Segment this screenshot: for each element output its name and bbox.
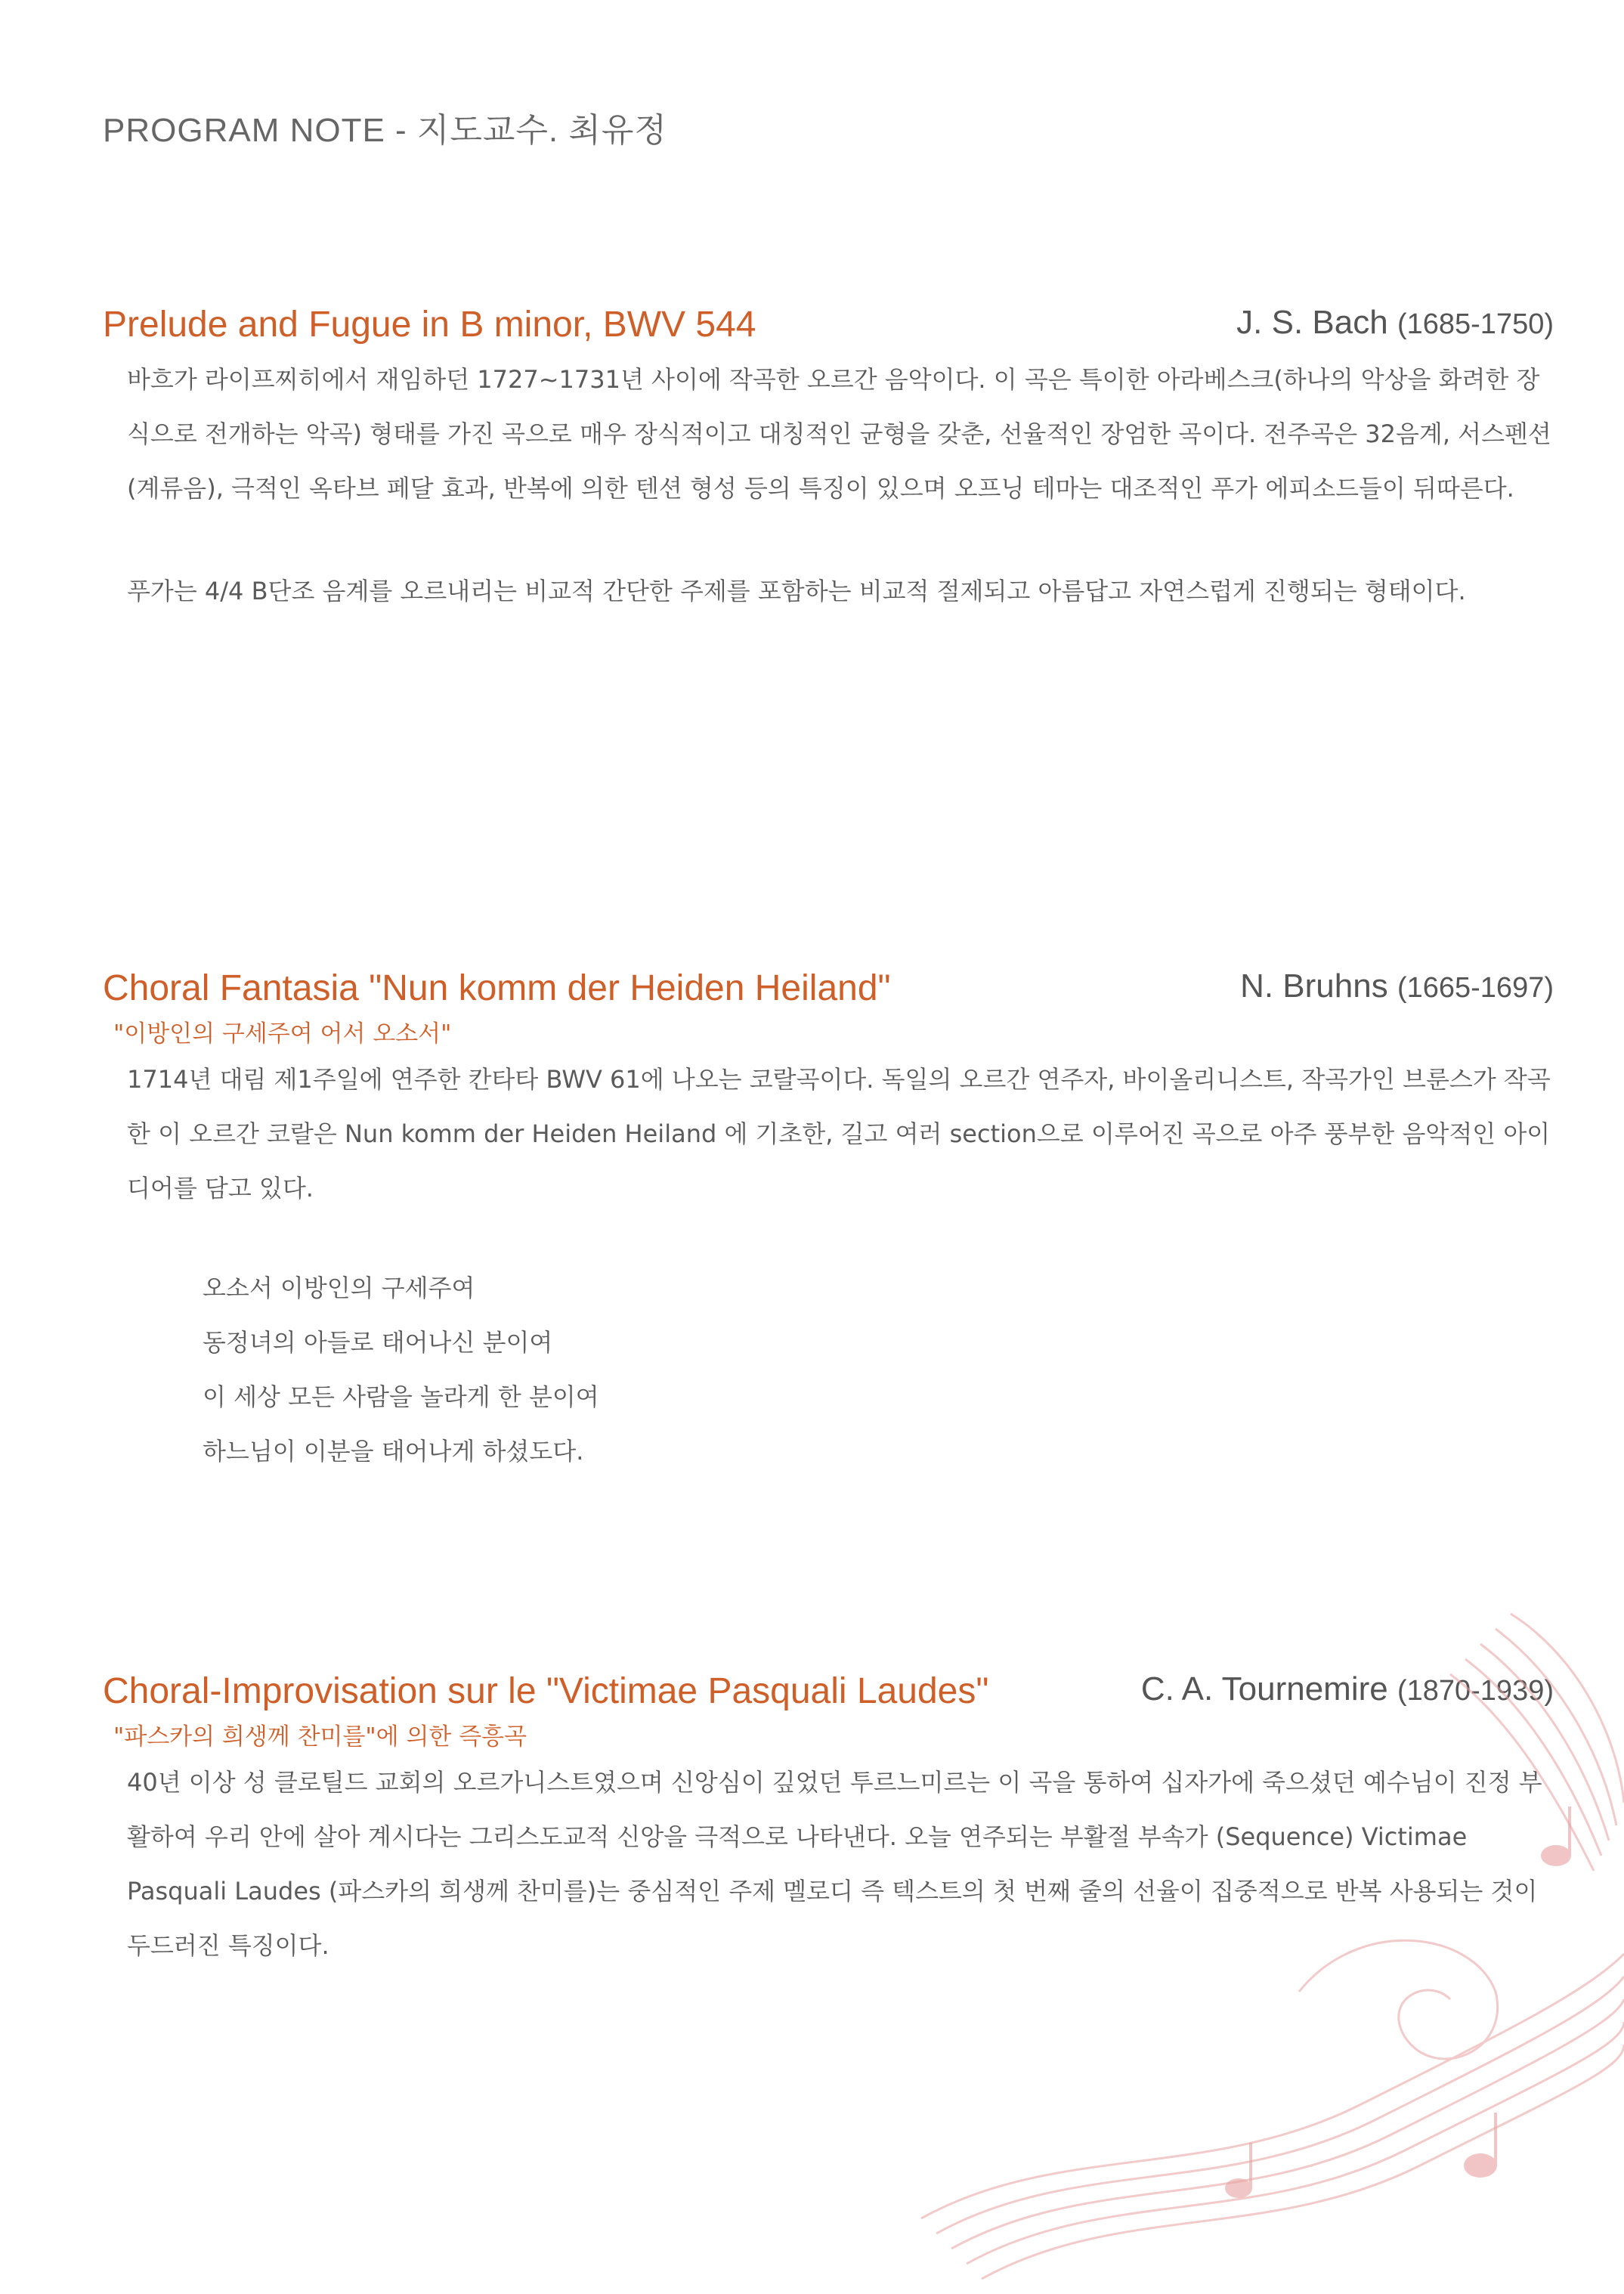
composer-years: (1665-1697) — [1397, 972, 1554, 1004]
piece-section-bruhns — [103, 967, 1554, 1478]
poem-line: 이 세상 모든 사람을 놀라게 한 분이여 — [203, 1382, 599, 1411]
composer-block — [1141, 1670, 1554, 1708]
piece-section-bach — [103, 304, 1554, 618]
composer-years: (1685-1750) — [1397, 308, 1554, 340]
piece-paragraph: 바흐가 라이프찌히에서 재임하던 1727~1731년 사이에 작곡한 오르간 음악이다. 이 곡은 특이한 아라베스크(하나의 악상을 화려한 장식으로 전개하는 악곡) 형태를 가진 곡으로 매우 장식적이고 대칭적인 균형을 갖춘, 선율적인 장엄한 곡이다. 전주곡은 32음계, 서스펜션(계류음), 극적인 옥타브 페달 효과, 반복에 의한 텐션 형성 등의 특징이 있으며 오프닝 테마는 대조적인 푸가 에피소드들이 뒤따른다. — [127, 365, 1551, 503]
page-header: PROGRAM NOTE - 지도교수. 최유정 — [103, 112, 667, 149]
piece-paragraph: 푸가는 4/4 B단조 음계를 오르내리는 비교적 간단한 주제를 포함하는 비교적 절제되고 아름답고 자연스럽게 진행되는 형태이다. — [127, 577, 1466, 605]
piece-paragraph: 1714년 대림 제1주일에 연주한 칸타타 BWV 61에 나오는 코랄곡이다. 독일의 오르간 연주자, 바이올리니스트, 작곡가인 브룬스가 작곡한 이 오르간 코랄은 Nun komm der Heiden Heiland 에 기초한, 길고 여러 section으로 이루어진 곡으로 아주 풍부한 음악적인 아이디어를 담고 있다. — [127, 1065, 1551, 1203]
piece-paragraph: 40년 이상 성 클로틸드 교회의 오르가니스트였으며 신앙심이 깊었던 투르느미르는 이 곡을 통하여 십자가에 죽으셨던 예수님이 진정 부활하여 우리 안에 살아 계시다는 그리스도교적 신앙을 극적으로 나타낸다. 오늘 연주되는 부활절 부속가 (Sequence) Victimae Pasquali Laudes (파스카의 희생께 찬미를)는 중심적인 주제 멜로디 즉 텍스트의 첫 번째 줄의 선율이 집중적으로 반복 사용되는 것이 두드러진 특징이다. — [127, 1768, 1542, 1960]
poem-line: 동정녀의 아들로 태어나신 분이여 — [203, 1328, 553, 1357]
composer-name: C. A. Tournemire — [1140, 1670, 1388, 1707]
poem-line: 하느님이 이분을 태어나게 하셨도다. — [203, 1437, 584, 1466]
piece-section-tournemire — [103, 1670, 1554, 1973]
piece-subtitle: "이방인의 구세주여 어서 오소서" — [113, 1020, 452, 1048]
piece-subtitle: "파스카의 희생께 찬미를"에 의한 즉흥곡 — [113, 1723, 527, 1751]
composer-name: J. S. Bach — [1236, 304, 1388, 341]
piece-title-row — [103, 304, 1554, 352]
piece-title-row — [103, 1670, 1554, 1719]
poem-block — [203, 1261, 1554, 1478]
composer-block — [1236, 304, 1554, 342]
poem-line: 오소서 이방인의 구세주여 — [203, 1274, 475, 1302]
piece-title: Choral Fantasia "Nun komm der Heiden Heiland" — [103, 968, 891, 1008]
composer-name: N. Bruhns — [1240, 967, 1388, 1005]
composer-years: (1870-1939) — [1397, 1675, 1554, 1707]
piece-title: Choral-Improvisation sur le "Victimae Pasquali Laudes" — [103, 1671, 989, 1711]
piece-title: Prelude and Fugue in B minor, BWV 544 — [103, 305, 756, 345]
composer-block — [1240, 967, 1554, 1005]
piece-title-row — [103, 967, 1554, 1016]
